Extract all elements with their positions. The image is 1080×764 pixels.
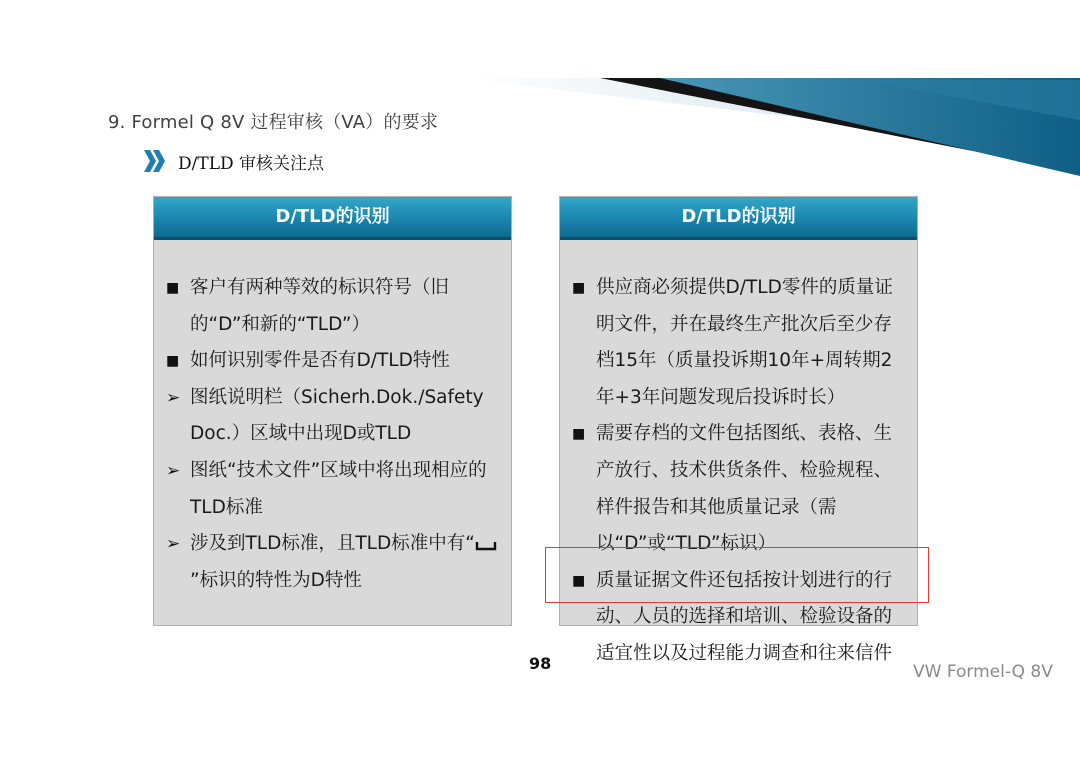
list-item: [166, 453, 501, 526]
right-panel: [559, 196, 918, 664]
list-item: [166, 380, 501, 453]
item-text: 需要存档的文件包括图纸、表格、生产放行、技术供货条件、检验规程、样件报告和其他质量记录（需以“D”或“TLD”标识）: [596, 423, 893, 555]
item-text: 图纸“技术文件”区域中将出现相应的TLD标准: [190, 459, 487, 518]
item-text: [190, 526, 501, 599]
item-text: 质量证据文件还包括按计划进行的行动、人员的选择和培训、检验设备的适宜性以及过程能力调查和往来信件: [596, 569, 893, 664]
arrow-bullet-icon: ➢: [166, 534, 181, 555]
black-square-bullet-icon: ■: [166, 353, 180, 370]
black-square-bullet-icon: ■: [572, 426, 586, 443]
right-panel-body: [560, 240, 917, 730]
item-text-before: 涉及到TLD标准，且TLD标准中有“: [190, 533, 475, 555]
item-text: 客户有两种等效的标识符号（旧的“D”和新的“TLD”）: [190, 277, 450, 335]
slide-title: 9. Formel Q 8V 过程审核（VA）的要求: [108, 112, 439, 133]
subtitle-text: D/TLD 审核关注点: [178, 153, 325, 174]
black-square-bullet-icon: ■: [572, 572, 586, 589]
arrow-bullet-icon: ➢: [166, 387, 181, 408]
list-item: [166, 526, 501, 599]
arrow-bullet-icon: ➢: [166, 460, 181, 481]
left-panel: [153, 196, 512, 626]
list-item: [572, 416, 907, 562]
underline-symbol-icon: [475, 528, 497, 540]
item-text-after: ”标识的特性为D特性: [190, 569, 362, 591]
page-number: 98: [529, 654, 552, 673]
list-item: [166, 270, 501, 343]
subtitle-row: [144, 148, 324, 174]
list-item: [166, 343, 501, 380]
black-square-bullet-icon: ■: [166, 280, 180, 296]
list-item: [572, 270, 907, 416]
list-item: [572, 563, 907, 673]
black-square-bullet-icon: ■: [572, 280, 586, 296]
left-panel-body: [154, 240, 511, 599]
left-panel-header: D/TLD的识别: [154, 197, 511, 240]
right-panel-header: D/TLD的识别: [560, 197, 917, 240]
double-chevron-icon: [144, 148, 166, 174]
item-text: 如何识别零件是否有D/TLD特性: [190, 350, 450, 372]
item-text: 供应商必须提供D/TLD零件的质量证明文件，并在最终生产批次后至少存档15年（质量投诉期10年+周转期2年+3年问题发现后投诉时长）: [596, 277, 893, 408]
item-text: 图纸说明栏（Sicherh.Dok./Safety Doc.）区域中出现D或TLD: [190, 386, 484, 445]
footer-text: VW Formel-Q 8V: [913, 662, 1053, 682]
